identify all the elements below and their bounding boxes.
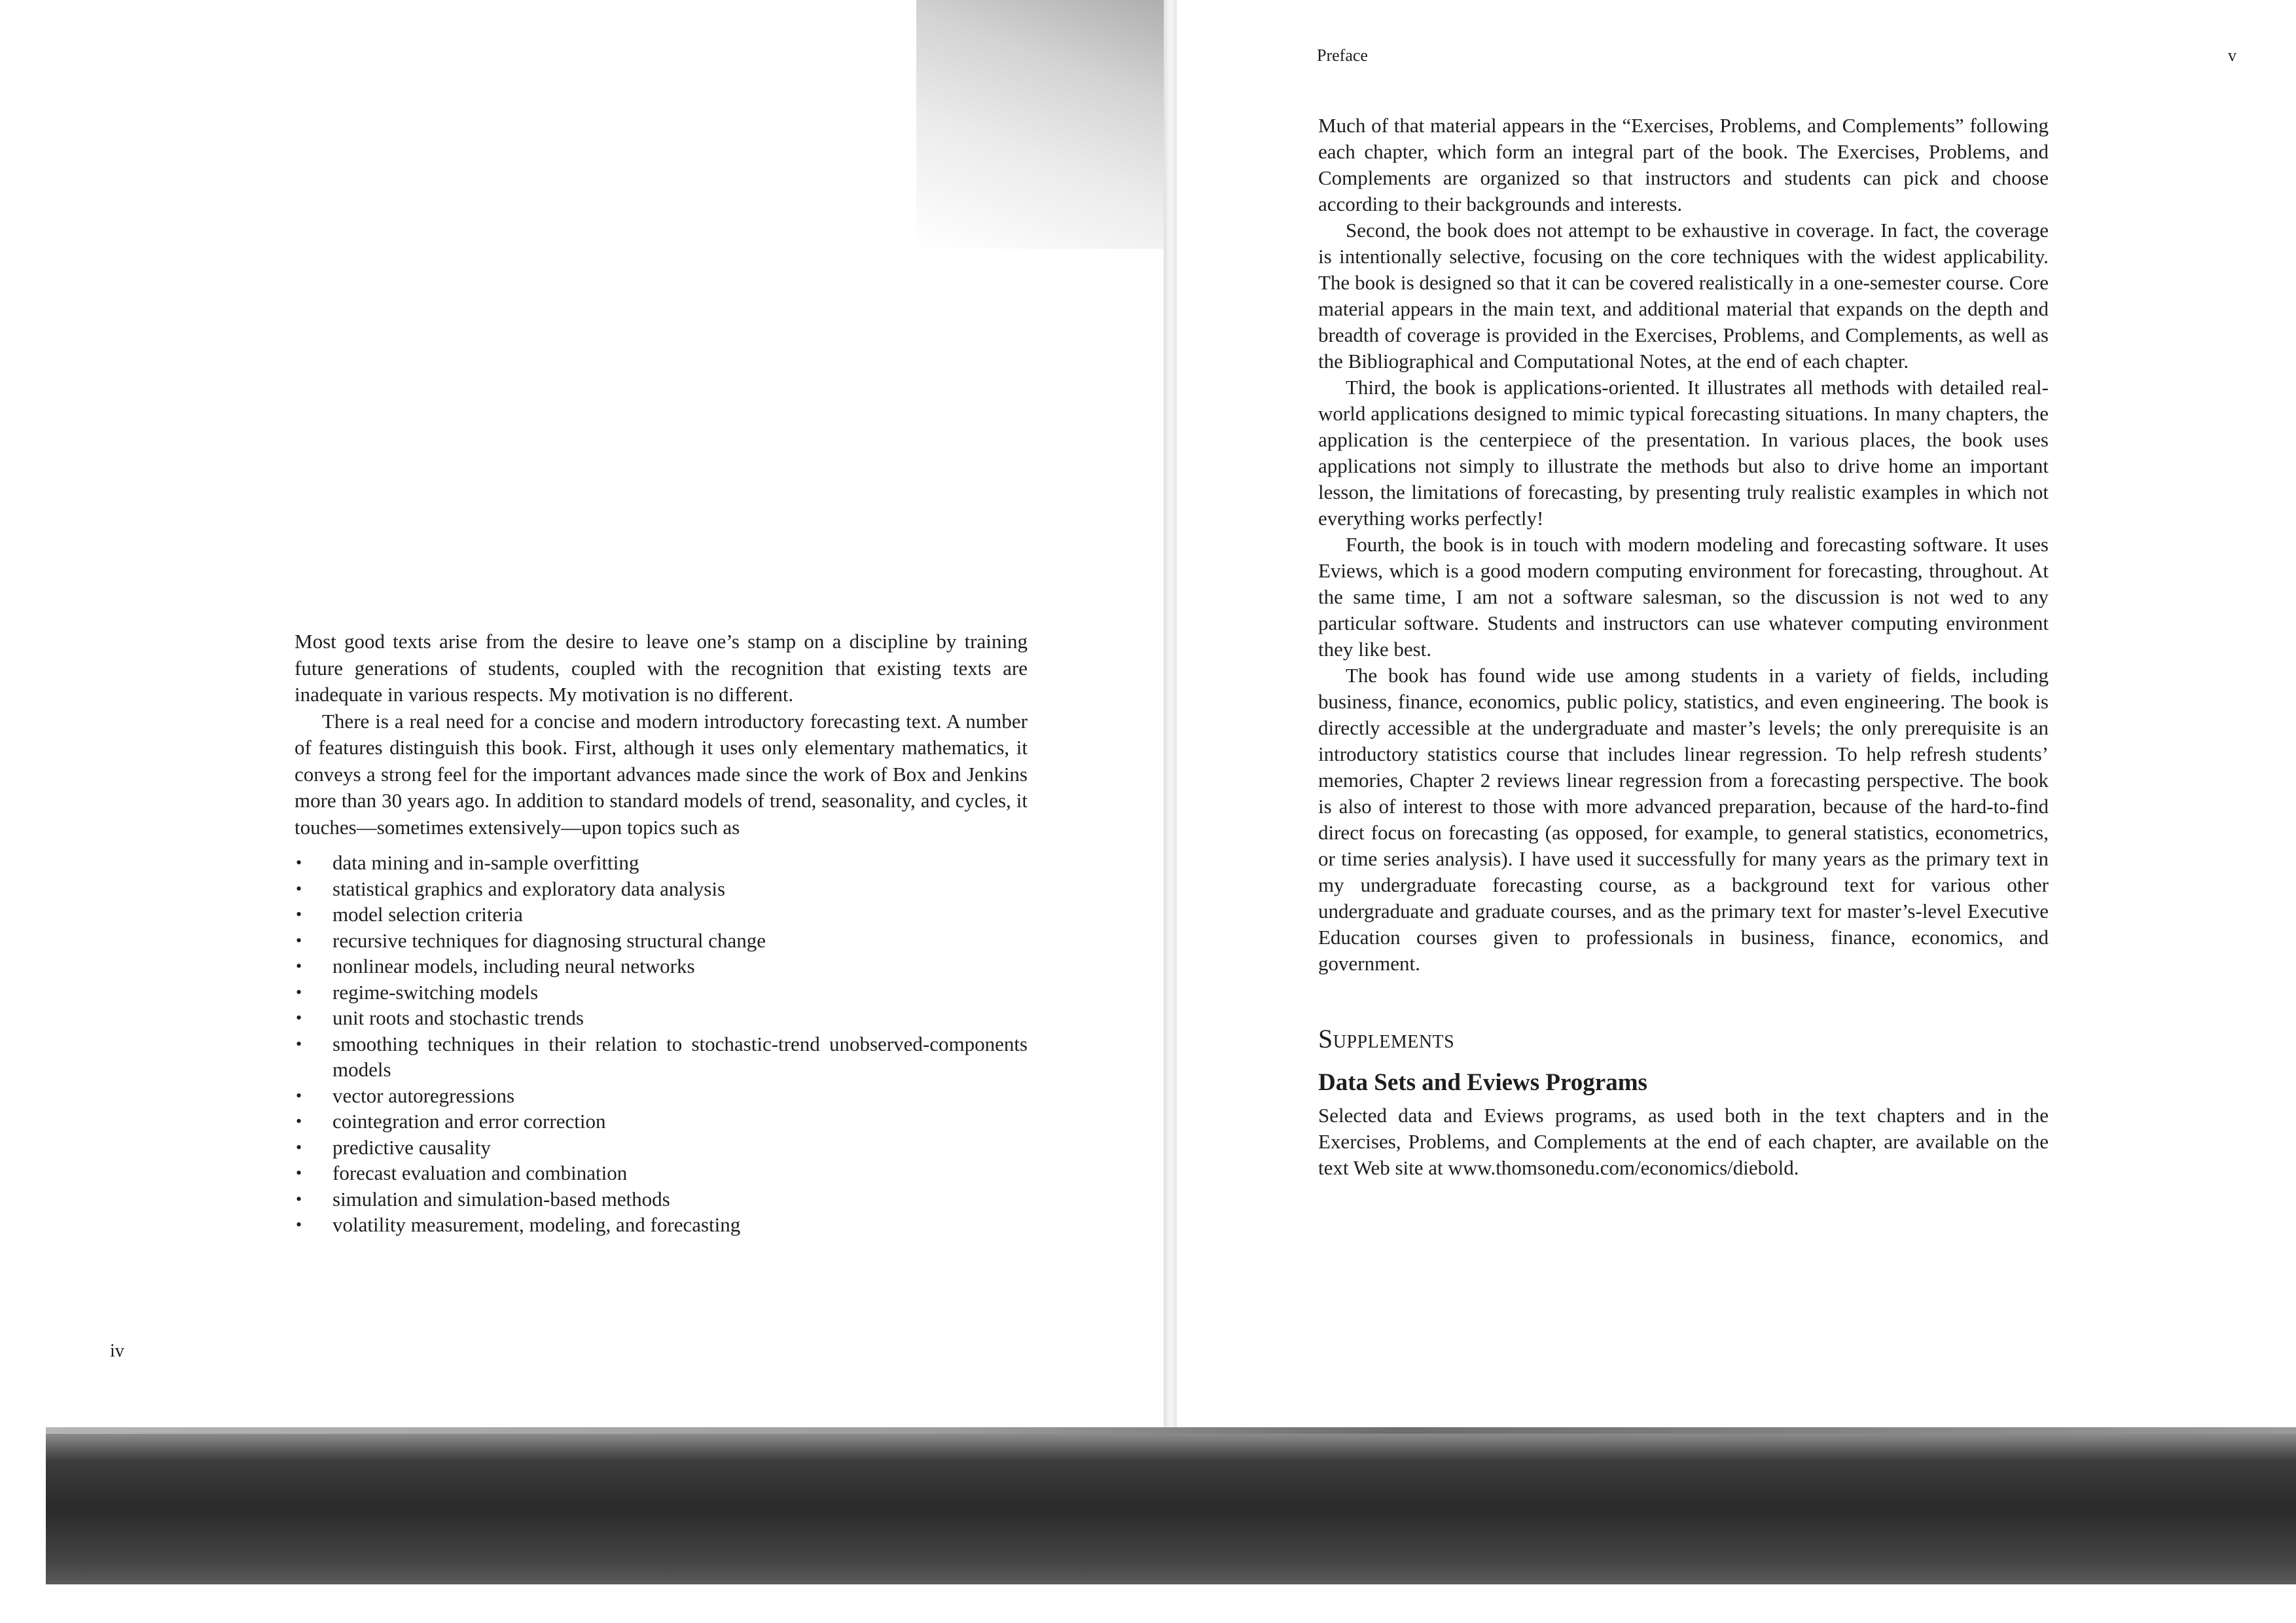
list-item: • simulation and simulation-based methods [295, 1186, 1028, 1213]
list-item: • predictive causality [295, 1135, 1028, 1161]
list-item: • statistical graphics and exploratory data analysis [295, 876, 1028, 902]
list-item: • nonlinear models, including neural networks [295, 953, 1028, 979]
topics-list [295, 850, 1028, 1238]
right-page-number: v [2228, 46, 2236, 65]
bullet-icon: • [296, 1008, 302, 1027]
list-item: • data mining and in-sample overfitting [295, 850, 1028, 876]
bullet-icon: • [296, 1215, 302, 1234]
scan-shadow [916, 0, 1165, 249]
left-paragraph-2: There is a real need for a concise and modern introductory forecasting text. A number of features distinguish this book. First, although it uses only elementary mathematics, it conveys a strong feel for the important advances made since the work of Box and Jenkins more than 30 years ago. In addition to standard models of trend, seasonality, and cycles, it touches—sometimes extensively—upon topics such as [295, 709, 1028, 839]
right-paragraph-5: The book has found wide use among students in a variety of fields, including business, finance, economics, public policy, statistics, and even engineering. The book is directly accessible at the undergraduate and master’s levels; the only prerequisite is an introductory statistics course that includes linear regression. To help refresh students’ memories, Chapter 2 reviews linear regression from a forecasting perspective. The book is also of interest to those with more advanced preparation, because of the hard-to-find direct focus on forecasting (as opposed, for example, to general statistics, econometrics, or time series analysis). I have used it successfully for many years as the primary text in my undergraduate forecasting course, as a background text for various other undergraduate and graduate courses, and as the primary text for master’s-level Executive Education courses given to professionals in business, finance, economics, and government. [1318, 664, 2049, 975]
left-page-number: iv [110, 1341, 124, 1361]
bullet-icon: • [296, 1112, 302, 1131]
right-paragraph-3: Third, the book is applications-oriented. It illustrates all methods with detailed real-world applications designed to mimic typical forecasting situations. In many chapters, the application is the centerpiece of the presentation. In various places, the book uses applications not simply to illustrate the methods but also to drive home an important lesson, the limitations of forecasting, by presenting truly realistic examples in which not everything works perfectly! [1318, 376, 2049, 530]
list-item: • smoothing techniques in their relation to stochastic-trend unobserved-components models [296, 1032, 1028, 1081]
right-page-body [1318, 113, 2049, 1181]
subsection-heading-data-sets: Data Sets and Eviews Programs [1318, 1069, 1647, 1096]
right-paragraph-1: Much of that material appears in the “Exercises, Problems, and Complements” following each chapter, which form an integral part of the book. The Exercises, Problems, and Complements are organized so that instructors and students can pick and choose according to their backgrounds and interests. [1318, 114, 2049, 215]
bullet-icon: • [296, 1137, 302, 1157]
list-item: • vector autoregressions [295, 1083, 1028, 1109]
bullet-icon: • [296, 982, 302, 1002]
running-head: Preface [1317, 46, 1368, 65]
bullet-icon: • [296, 879, 302, 898]
section-heading-supplements: Supplements [1318, 1024, 1455, 1053]
right-paragraph-2: Second, the book does not attempt to be exhaustive in coverage. In fact, the coverage is intentionally selective, focusing on the core techniques with the widest applicability. The book is designed so that it can be covered realistically in a one-semester course. Core material appears in the main text, and additional material that expands on the depth and breadth of coverage is provided in the Exercises, Problems, and Complements, as well as the Bibliographical and Computational Notes, at the end of each chapter. [1318, 219, 2049, 373]
scan-dark-band [46, 1434, 2296, 1584]
list-item: • forecast evaluation and combination [295, 1160, 1028, 1186]
bullet-icon: • [296, 853, 302, 872]
bullet-icon: • [296, 1163, 302, 1182]
list-item: • volatility measurement, modeling, and forecasting [295, 1212, 1028, 1238]
left-paragraph-1: Most good texts arise from the desire to leave one’s stamp on a discipline by training future generations of students, coupled with the recognition that existing texts are inadequate in various respects. My motivation is no different. [295, 630, 1028, 706]
bullet-icon: • [296, 930, 302, 950]
list-item: • model selection criteria [295, 902, 1028, 928]
book-gutter [1164, 0, 1177, 1453]
right-paragraph-4: Fourth, the book is in touch with modern modeling and forecasting software. It uses Eviews, which is a good modern computing environment for forecasting, throughout. At the same time, I am not a software salesman, so the discussion is not wed to any particular software. Students and instructors can use whatever computing environment they like best. [1318, 533, 2049, 661]
bullet-icon: • [296, 1034, 302, 1053]
bullet-icon: • [296, 905, 302, 924]
left-page-body [295, 629, 1028, 1238]
bullet-icon: • [296, 1189, 302, 1209]
bullet-icon: • [296, 1085, 302, 1105]
list-item: • recursive techniques for diagnosing structural change [295, 928, 1028, 954]
subsection-paragraph: Selected data and Eviews programs, as used both in the text chapters and in the Exercises, Problems, and Complements at the end of each chapter, are available on the text Web site at www.thomsonedu.com/economics/diebold. [1318, 1104, 2049, 1179]
bullet-icon: • [296, 957, 302, 976]
list-item: • cointegration and error correction [295, 1108, 1028, 1135]
list-item: • regime-switching models [295, 979, 1028, 1006]
list-item: • unit roots and stochastic trends [295, 1005, 1028, 1031]
